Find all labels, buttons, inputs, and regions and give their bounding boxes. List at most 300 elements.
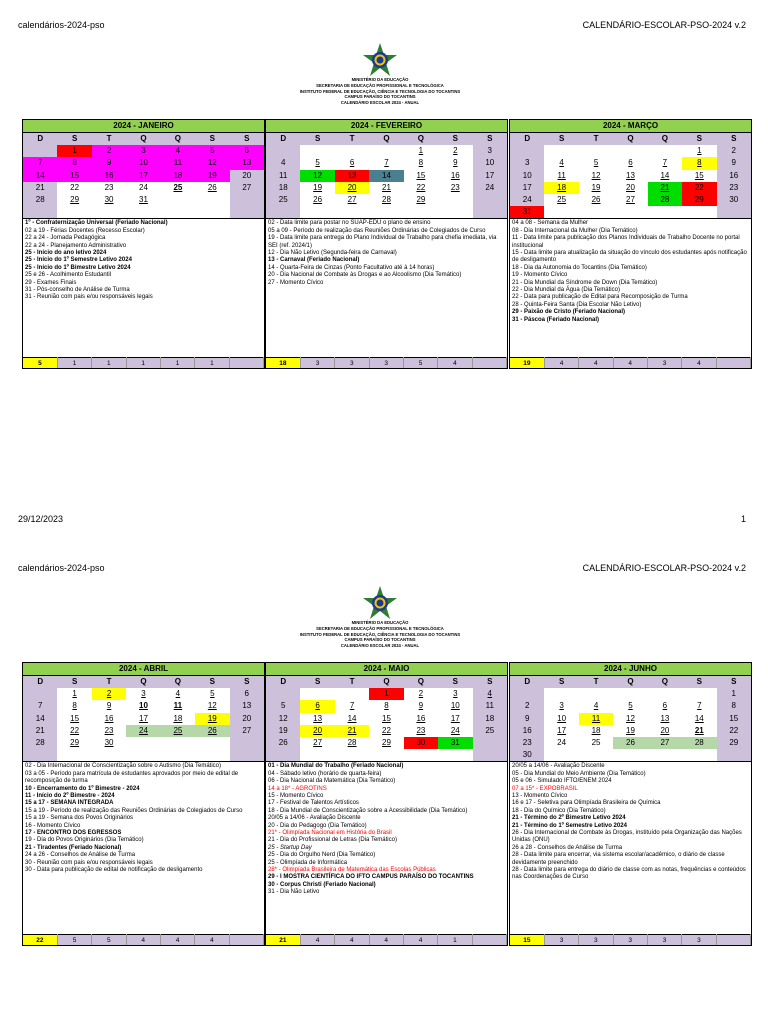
header-file-name: calendários-2024-pso	[18, 20, 105, 30]
calendar-day-cell: 16	[92, 170, 126, 182]
calendar-day-cell: 11	[161, 157, 195, 169]
event-item: 13 - Carnaval (Feriado Nacional)	[268, 257, 360, 264]
calendar-day-cell: 26	[266, 737, 300, 749]
calendar-day-cell: 25	[173, 182, 183, 192]
calendar-day-cell: 18	[591, 725, 601, 735]
calendar-day-cell: 13	[313, 713, 323, 723]
calendar-day-cell: 4	[593, 701, 599, 711]
total-school-days: 5	[23, 358, 57, 369]
calendar-day-cell: 1	[717, 688, 751, 700]
calendar-day-cell: 27	[230, 725, 264, 737]
event-item: 31 - Páscoa (Feriado Nacional)	[512, 316, 600, 323]
calendar-empty-cell	[613, 749, 647, 761]
calendar-day-cell: 14	[694, 713, 704, 723]
calendar-day-cell: 15	[70, 713, 80, 723]
weekday-school-days: 3	[369, 358, 403, 369]
calendar-day-cell: 21	[335, 725, 369, 737]
calendar-day-cell: 6	[349, 158, 355, 168]
calendar-day-cell: 19	[313, 182, 323, 192]
weekday-school-days: 1	[438, 935, 472, 946]
event-item: 31 - Reunião com pais e/ou responsáveis legais	[25, 294, 153, 301]
calendar-day-cell: 23	[510, 737, 544, 749]
weekday-label: S	[473, 676, 507, 688]
calendar-day-cell: 2	[453, 146, 458, 156]
calendar-week-row	[510, 737, 751, 749]
calendar-empty-cell	[161, 749, 195, 761]
calendar-day-cell: 15	[382, 713, 391, 723]
event-item: 25 - Início do 1º Semestre Letivo 2024	[25, 257, 132, 264]
calendar-day-cell: 8	[72, 701, 77, 711]
weekday-school-days: 1	[92, 358, 126, 369]
calendar-day-cell: 8	[682, 157, 716, 169]
month-title: 2024 - ABRIL	[23, 663, 264, 676]
calendar-day-cell: 8	[717, 700, 751, 712]
weekday-school-days: 4	[682, 358, 716, 369]
calendar-day-cell: 17	[510, 182, 544, 194]
institution-line: INSTITUTO FEDERAL DE EDUCAÇÃO, CIÊNCIA E TECNOLOGIA DO TOCANTINS	[299, 631, 461, 637]
event-item: 15 - Momento Cívico	[268, 792, 324, 799]
calendar-day-cell: 24	[557, 738, 567, 748]
calendar-day-cell: 6	[628, 158, 633, 168]
event-item: 30 - Corpus Christi (Feriado Nacional)	[268, 881, 376, 888]
month-title: 2024 - JUNHO	[510, 663, 751, 676]
event-item: 28 - Data limite para entrega do diário de classe com as notas, frequências e conteúdos nas Coordenações de Curso	[512, 867, 746, 881]
event-item: 04 a 08 - Semana da Mulher	[512, 220, 589, 227]
calendar-day-cell: 27	[230, 182, 264, 194]
weekday-school-days: 4	[335, 935, 369, 946]
calendar-empty-cell	[682, 688, 716, 700]
event-item: 15 a 19 - Período de realização das Reuniões Ordinárias de Colegiados de Curso	[25, 807, 243, 814]
calendar-week-row	[266, 688, 507, 700]
weekday-label: Q	[648, 676, 682, 688]
calendar-day-cell: 24	[139, 182, 148, 192]
month-title: 2024 - FEVEREIRO	[266, 120, 507, 133]
calendar-day-cell: 1	[57, 145, 91, 157]
calendar-day-cell: 6	[662, 701, 668, 711]
calendar-empty-cell	[92, 749, 126, 761]
calendar-day-cell: 22	[717, 725, 751, 737]
calendar-day-cell: 13	[230, 157, 264, 169]
calendar-day-cell: 1	[72, 689, 77, 699]
event-item: 15 a 17 - SEMANA INTEGRADA	[25, 800, 114, 807]
weekday-label: Q	[126, 133, 160, 145]
calendar-day-cell: 7	[384, 158, 389, 168]
calendar-day-cell: 19	[195, 713, 229, 725]
event-item: 25 - Startup Day	[268, 844, 312, 851]
event-item: 17 - Festival de Talentos Artísticos	[268, 800, 359, 807]
calendar-day-cell: 20	[300, 725, 334, 737]
calendar-grid	[23, 676, 264, 761]
event-item: 05 e 06 - Simulado IFTO/ENEM 2024	[512, 778, 612, 785]
weekday-school-days	[472, 935, 506, 946]
school-days-count-row	[510, 934, 751, 945]
calendar-day-cell: 18	[544, 182, 578, 194]
calendar-week-row	[23, 725, 264, 737]
event-item: 25 - Início do 1º Bimestre Letivo 2024	[25, 264, 131, 271]
calendar-day-cell: 15	[694, 170, 704, 180]
event-item: 15 a 19 - Semana dos Povos Originários	[25, 815, 134, 822]
weekday-school-days: 4	[544, 358, 578, 369]
calendar-day-cell: 19	[591, 182, 601, 192]
event-item: 27 - Momento Cívico	[268, 279, 324, 286]
calendar-day-cell: 3	[559, 701, 564, 711]
event-item: 15 - Data limite para atualização da situação do vínculo dos estudantes após notificação de desligamento	[512, 249, 747, 264]
month-events-list	[266, 761, 507, 936]
event-item: 28 - Quinta-Feira Santa (Dia Escolar Não Letivo)	[512, 301, 642, 308]
institution-line: CAMPUS PARAÍSO DO TOCANTINS	[344, 637, 416, 643]
weekday-label: S	[717, 676, 751, 688]
event-item: 26 a 28 - Conselhos de Análise de Turma	[512, 844, 623, 851]
event-item: 18 - Dia do Químico (Dia Temático)	[512, 807, 606, 814]
calendar-day-cell: 23	[450, 182, 460, 192]
header-document-title: CALENDÁRIO-ESCOLAR-PSO-2024 v.2	[582, 563, 746, 573]
calendar-empty-cell	[473, 737, 507, 749]
weekday-label: S	[544, 676, 578, 688]
calendar-day-cell: 5	[210, 689, 215, 699]
calendar-day-cell: 24	[450, 725, 460, 735]
weekday-label: D	[510, 133, 544, 145]
calendar-day-cell: 27	[626, 195, 635, 205]
calendar-day-cell: 16	[416, 713, 426, 723]
calendar-day-cell: 8	[57, 157, 91, 169]
calendar-day-cell: 11	[173, 701, 183, 711]
calendar-day-cell: 22	[382, 725, 391, 735]
event-item: 25 e 26 - Acolhimento Estudantil	[25, 272, 112, 279]
calendar-day-cell: 28	[682, 737, 716, 749]
event-item: 05 a 09 - Período de realização das Reuniões Ordinárias de Colegiados de Curso	[268, 227, 486, 234]
event-item: 13 - Momento Cívico	[512, 792, 568, 799]
weekday-label: S	[682, 133, 716, 145]
event-item: 19 - Dia do Povos Originários (Dia Temático)	[25, 837, 144, 844]
calendar-day-cell: 2	[717, 145, 751, 157]
calendar-day-cell: 12	[195, 157, 229, 169]
weekday-school-days: 3	[613, 935, 647, 946]
calendar-day-cell: 1	[418, 146, 424, 156]
calendar-empty-cell	[300, 749, 334, 761]
calendar-day-cell: 7	[697, 701, 702, 711]
calendar-week-row	[510, 713, 751, 725]
calendar-empty-cell	[57, 749, 91, 761]
calendar-day-cell: 27	[313, 738, 323, 748]
calendar-day-cell: 31	[438, 737, 472, 749]
weekday-school-days: 5	[57, 935, 91, 946]
calendar-day-cell: 14	[347, 713, 357, 723]
calendar-day-cell: 18	[173, 713, 183, 723]
event-item: 21 - Dia Mundial da Síndrome de Down (Dia Temático)	[512, 279, 658, 286]
calendar-empty-cell	[335, 688, 369, 700]
calendar-day-cell: 1	[697, 146, 702, 156]
calendar-empty-cell	[648, 688, 682, 700]
calendar-day-cell: 7	[23, 157, 57, 169]
calendar-day-cell: 24	[473, 182, 507, 194]
calendar-day-cell: 31	[510, 206, 544, 218]
calendar-day-cell: 20	[230, 170, 264, 182]
calendar-empty-cell	[473, 749, 507, 761]
calendar-grid	[266, 676, 507, 761]
month-events-list	[510, 761, 751, 936]
calendar-day-cell: 24	[126, 725, 160, 737]
calendar-day-cell: 26	[591, 195, 601, 205]
weekday-school-days	[716, 935, 750, 946]
header-document-title: CALENDÁRIO-ESCOLAR-PSO-2024 v.2	[582, 20, 746, 30]
institution-line: MINISTÉRIO DA EDUCAÇÃO	[351, 620, 409, 625]
weekday-label: T	[579, 676, 613, 688]
school-days-count-row	[23, 934, 264, 945]
calendar-day-cell: 14	[660, 170, 670, 180]
event-item: 21 - Tiradentes (Feriado Nacional)	[25, 844, 122, 851]
calendar-empty-cell	[510, 688, 544, 700]
weekday-school-days: 1	[126, 358, 160, 369]
total-school-days: 18	[266, 358, 300, 369]
calendar-empty-cell	[266, 688, 300, 700]
event-item: 21* - Olimpíada Nacional em História do Brasil	[268, 829, 392, 836]
weekday-school-days: 5	[92, 935, 126, 946]
calendar-day-cell: 3	[510, 157, 544, 169]
calendar-week-row	[510, 688, 751, 700]
weekday-label: D	[510, 676, 544, 688]
event-item: 21 - Dia do Profissional de Letras (Dia Temático)	[268, 837, 397, 844]
calendar-day-cell: 2	[92, 145, 126, 157]
weekday-label: Q	[161, 133, 195, 145]
institution-line: MINISTÉRIO DA EDUCAÇÃO	[351, 77, 409, 82]
calendar-day-cell: 22	[70, 725, 80, 735]
event-item: 11 - Início do 2º Bimestre - 2024	[25, 792, 115, 799]
calendar-day-cell: 10	[557, 713, 567, 723]
calendar-day-cell: 16	[510, 725, 544, 737]
calendar-day-cell: 17	[473, 170, 507, 182]
calendar-day-cell: 25	[591, 738, 601, 748]
weekday-label: Q	[613, 133, 647, 145]
weekday-label: S	[300, 133, 334, 145]
calendar-day-cell: 15	[416, 170, 426, 180]
event-item: 28 - Data limite para encerrar, via sistema escolar/acadêmico, o diário de classe devidamente preenchido	[512, 852, 725, 866]
month-june	[509, 662, 752, 946]
calendar-day-cell: 5	[195, 145, 229, 157]
event-item: 21 - Término do 2º Bimestre Letivo 2024	[512, 815, 626, 822]
calendar-day-cell: 23	[104, 725, 114, 735]
calendar-empty-cell	[230, 749, 264, 761]
weekday-label: Q	[648, 133, 682, 145]
calendar-empty-cell	[126, 737, 160, 749]
weekday-label: S	[544, 133, 578, 145]
weekday-label: Q	[126, 676, 160, 688]
weekday-label: S	[57, 133, 91, 145]
calendar-day-cell: 9	[418, 701, 424, 711]
calendar-day-cell: 30	[104, 195, 114, 205]
calendar-week-row	[23, 713, 264, 725]
calendar-day-cell: 30	[717, 194, 751, 206]
weekday-school-days: 3	[335, 358, 369, 369]
calendar-day-cell: 8	[384, 701, 389, 711]
calendar-day-cell: 4	[473, 688, 507, 700]
weekday-header-row	[266, 676, 507, 688]
calendar-day-cell: 23	[717, 182, 751, 194]
calendar-day-cell: 8	[418, 158, 424, 168]
month-title: 2024 - MAIO	[266, 663, 507, 676]
event-item: 03 a 05 - Período para matrícula de estudantes aprovados por meio de edital de recomposição de turma	[25, 770, 239, 785]
calendar-empty-cell	[266, 749, 300, 761]
weekday-school-days: 3	[544, 935, 578, 946]
calendar-day-cell: 6	[230, 688, 264, 700]
calendar-day-cell: 3	[453, 689, 458, 699]
calendar-day-cell: 29	[382, 738, 391, 748]
event-item: 31 - Pós-conselho de Análise de Turma	[25, 286, 130, 293]
month-april	[22, 662, 265, 946]
calendar-week-row	[266, 700, 507, 712]
calendar-day-cell: 9	[453, 158, 458, 168]
event-item: 25 - Dia do Orgulho Nerd (Dia Temático)	[268, 852, 376, 859]
calendar-week-row	[23, 749, 264, 761]
institution-line: CAMPUS PARAÍSO DO TOCANTINS	[344, 94, 416, 100]
weekday-label: S	[682, 676, 716, 688]
calendar-day-cell: 20	[626, 182, 635, 192]
calendar-day-cell: 25	[557, 195, 567, 205]
calendar-day-cell: 21	[23, 725, 57, 737]
calendar-day-cell: 11	[579, 713, 613, 725]
event-item: 19 - Data limite para entrega do Plano Individual de Trabalho para chefia imediata, via SEI (ref. 2024/1)	[268, 235, 497, 249]
calendar-day-cell: 7	[662, 158, 668, 168]
weekday-label: Q	[404, 133, 438, 145]
total-school-days: 22	[23, 935, 57, 946]
calendar-day-cell: 18	[161, 170, 195, 182]
event-item: 01 - Dia Mundial do Trabalho (Feriado Nacional)	[268, 763, 404, 770]
calendar-week-row	[510, 749, 751, 761]
calendar-day-cell: 22	[682, 182, 716, 194]
calendar-day-cell: 12	[626, 713, 635, 723]
calendar-empty-cell	[544, 749, 578, 761]
calendar-day-cell: 14	[23, 713, 57, 725]
calendar-week-row	[266, 737, 507, 749]
event-item: 05 - Dia Mundial do Meio Ambiente (Dia Temático)	[512, 770, 646, 777]
event-item: 22 a 24 - Planejamento Administrativo	[25, 242, 127, 249]
calendar-empty-cell	[404, 749, 438, 761]
calendar-day-cell: 30	[510, 749, 544, 761]
weekday-label: D	[23, 133, 57, 145]
calendar-day-cell: 15	[57, 170, 91, 182]
calendar-day-cell: 13	[660, 713, 670, 723]
month-title: 2024 - MARÇO	[510, 120, 751, 133]
weekday-label: T	[335, 133, 369, 145]
event-item: 14 - Quarta-Feira de Cinzas (Ponto Facultativo até à 14 horas)	[268, 264, 435, 271]
event-item: 20/05 a 14/06 - Avaliação Discente	[512, 763, 605, 770]
event-item: 20/05 a 14/06 - Avaliação Discente	[268, 815, 361, 822]
weekday-school-days: 3	[647, 935, 681, 946]
calendar-day-cell: 17	[450, 713, 460, 723]
calendar-day-cell: 28	[648, 194, 682, 206]
calendar-day-cell: 16	[717, 170, 751, 182]
calendar-day-cell: 14	[369, 170, 403, 182]
calendar-empty-cell	[648, 749, 682, 761]
calendar-day-cell: 7	[23, 700, 57, 712]
calendar-day-cell: 21	[694, 725, 704, 735]
weekday-label: Q	[161, 676, 195, 688]
calendar-empty-cell	[126, 749, 160, 761]
calendar-day-cell: 28	[382, 195, 391, 205]
weekday-header-row	[23, 676, 264, 688]
calendar-day-cell: 13	[230, 700, 264, 712]
event-item: 18 - Dia da Autonomia do Tocantins (Dia Temático)	[512, 264, 647, 271]
weekday-label: S	[300, 676, 334, 688]
calendar-day-cell: 24	[510, 194, 544, 206]
calendar-day-cell: 2	[510, 700, 544, 712]
brazil-coat-of-arms-icon	[362, 585, 398, 621]
event-item: 20 - Dia do Pedagogo (Dia Temático)	[268, 822, 367, 829]
calendar-day-cell: 28	[23, 194, 57, 206]
weekday-label: T	[579, 133, 613, 145]
calendar-day-cell: 27	[648, 737, 682, 749]
weekday-school-days: 3	[682, 935, 716, 946]
footer-page-number: 1	[740, 514, 746, 524]
event-item: 08 - Dia Internacional da Mulher (Dia Temático)	[512, 227, 638, 234]
weekday-label: T	[92, 133, 126, 145]
calendar-empty-cell	[230, 737, 264, 749]
calendar-day-cell: 25	[266, 194, 300, 206]
total-school-days: 21	[266, 935, 300, 946]
weekday-label: T	[335, 676, 369, 688]
event-item: 02 a 19 - Férias Docentes (Recesso Escolar)	[25, 227, 145, 234]
calendar-day-cell: 26	[313, 195, 323, 205]
calendar-day-cell: 15	[717, 713, 751, 725]
weekday-school-days: 1	[160, 358, 194, 369]
weekday-school-days: 4	[438, 358, 472, 369]
header-file-name: calendários-2024-pso	[18, 563, 105, 573]
calendar-empty-cell	[300, 688, 334, 700]
calendar-day-cell: 9	[92, 157, 126, 169]
event-item: 22 - Data para publicação de Edital para Recomposição de Turma	[512, 294, 688, 301]
calendar-day-cell: 7	[349, 701, 355, 711]
event-item: 1º - Confraternização Universal (Feriado Nacional)	[25, 220, 168, 227]
calendar-day-cell: 6	[300, 700, 334, 712]
calendar-day-cell: 12	[591, 170, 601, 180]
calendar-day-cell: 3	[141, 689, 146, 699]
calendar-day-cell: 10	[139, 701, 148, 711]
calendar-day-cell: 17	[557, 725, 567, 735]
calendar-day-cell: 28	[347, 738, 357, 748]
calendar-empty-cell	[195, 749, 229, 761]
weekday-school-days: 1	[195, 358, 229, 369]
calendar-day-cell: 19	[626, 725, 635, 735]
event-item: 29 - Exames Finais	[25, 279, 77, 286]
calendar-day-cell: 28	[23, 737, 57, 749]
calendar-day-cell: 2	[92, 688, 126, 700]
calendar-day-cell: 2	[418, 689, 424, 699]
calendar-day-cell: 18	[266, 182, 300, 194]
weekday-label: S	[230, 133, 264, 145]
weekday-label: S	[195, 133, 229, 145]
weekday-school-days: 4	[579, 358, 613, 369]
weekday-label: Q	[369, 676, 403, 688]
institution-line: SECRETARIA DE EDUCAÇÃO PROFISSIONAL E TECNOLÓGICA	[316, 625, 444, 631]
event-item: 25 - Olimpíada de Informática	[268, 859, 348, 866]
weekday-label: Q	[369, 133, 403, 145]
calendar-day-cell: 30	[104, 738, 114, 748]
weekday-label: D	[266, 676, 300, 688]
calendar-empty-cell	[438, 749, 472, 761]
calendar-day-cell: 17	[126, 170, 160, 182]
school-days-count-row	[266, 934, 507, 945]
calendar-empty-cell	[335, 749, 369, 761]
calendar-day-cell: 9	[717, 157, 751, 169]
calendar-day-cell: 3	[473, 145, 507, 157]
calendar-day-cell: 19	[195, 170, 229, 182]
weekday-school-days: 4	[126, 935, 160, 946]
calendar-day-cell: 26	[613, 737, 647, 749]
institution-line: SECRETARIA DE EDUCAÇÃO PROFISSIONAL E TECNOLÓGICA	[316, 82, 444, 88]
weekday-label: Q	[404, 676, 438, 688]
event-item: 30 - Data para publicação de edital de notificação de desligamento	[25, 867, 203, 873]
weekday-header-row	[510, 676, 751, 688]
institution-line: CALENDÁRIO ESCOLAR 2024 - ANUAL	[340, 643, 420, 649]
